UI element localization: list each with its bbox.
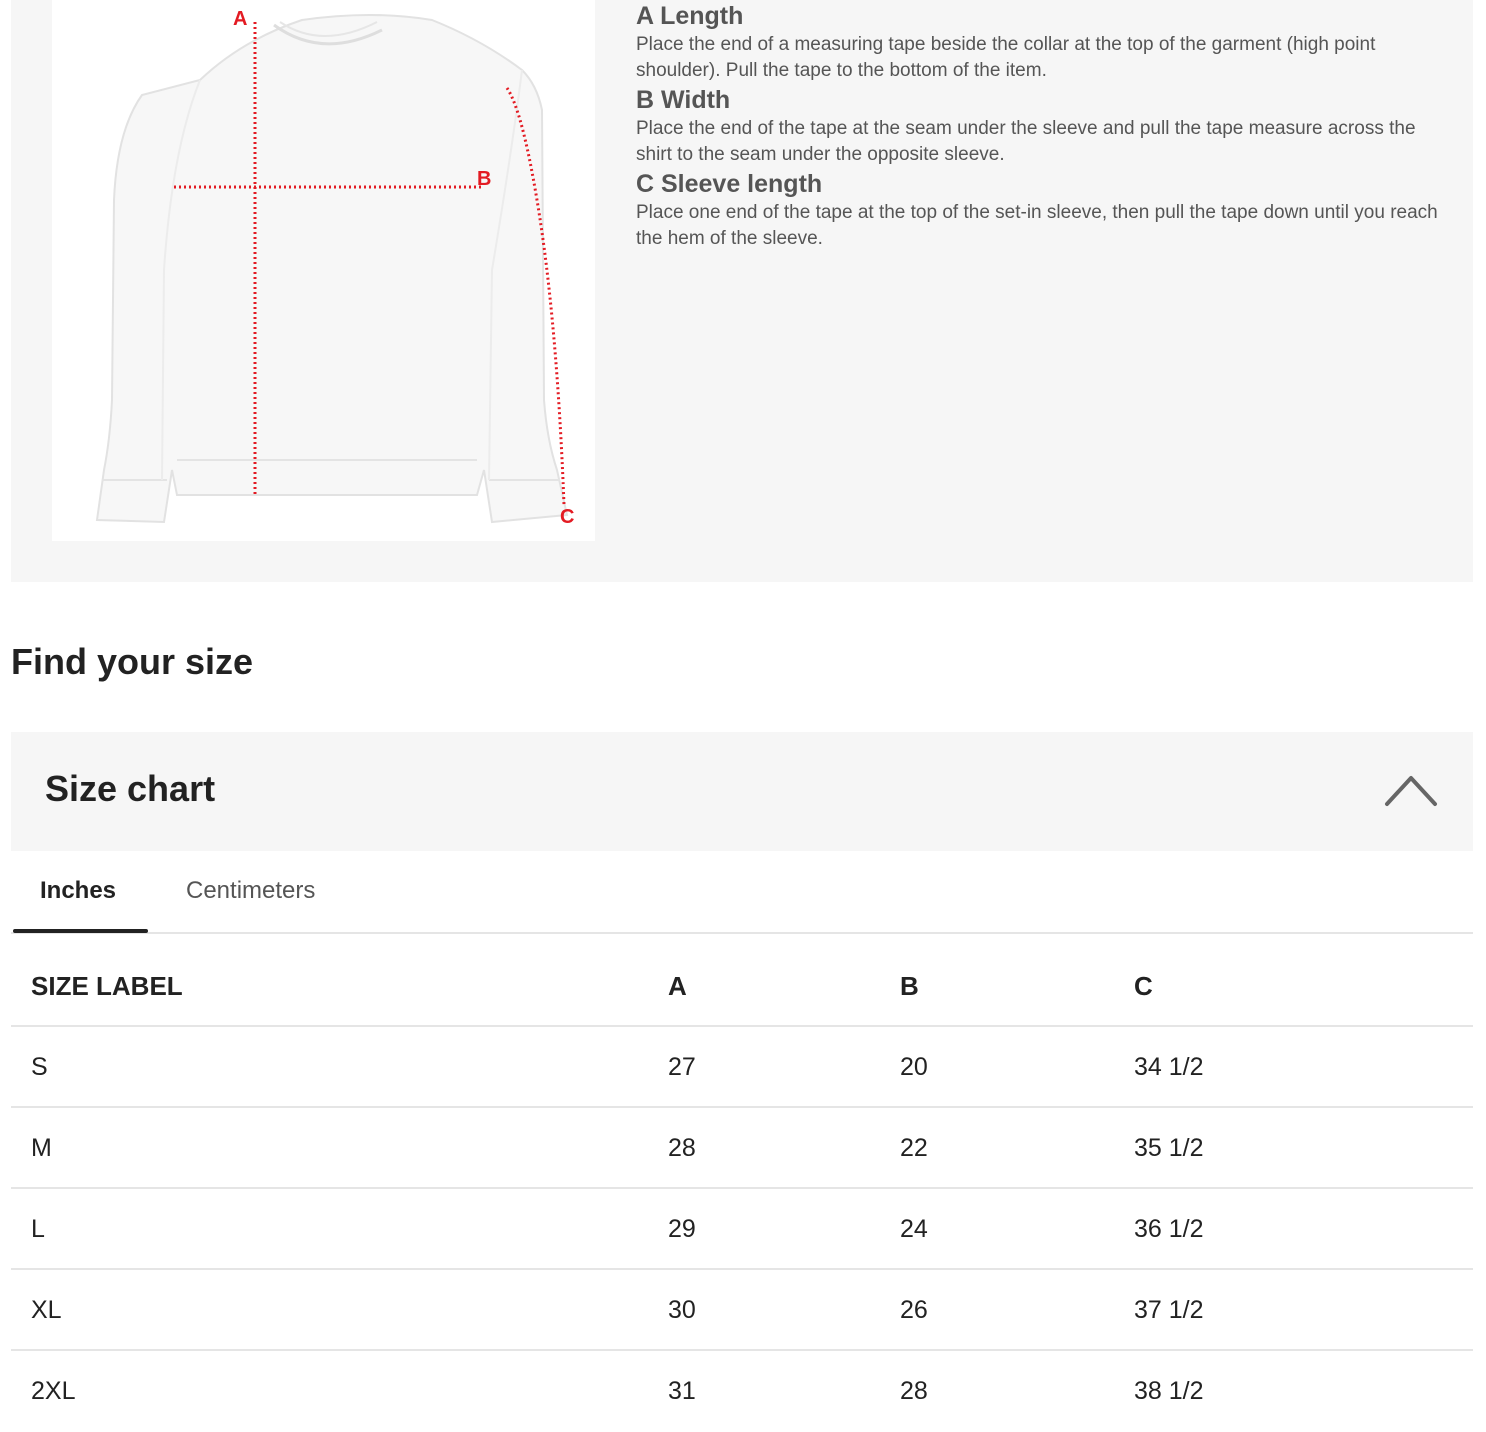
instruction-title-width: B Width [636,86,731,114]
tab-inches[interactable]: Inches [40,877,117,904]
instruction-text-length: Place the end of a measuring tape beside the collar at the top of the garment (high point shoulder). Pull the tape to the bottom of the item. [636,34,1376,81]
size-label-cell: L [31,1215,45,1243]
instruction-text-width: Place the end of the tape at the seam under the sleeve and pull the tape measure across the shirt to the seam under the opposite sleeve. [636,118,1416,165]
size-chart-accordion-header[interactable] [11,732,1473,851]
b-value-cell: 20 [900,1053,928,1081]
find-your-size-heading: Find your size [11,641,254,682]
a-value-cell: 27 [668,1053,696,1081]
label-a: A [233,8,248,30]
c-value-cell: 34 1/2 [1134,1053,1204,1081]
column-header-b: B [900,971,919,1001]
column-header-a: A [668,971,687,1001]
column-header-size-label: SIZE LABEL [31,971,183,1001]
c-value-cell: 37 1/2 [1134,1296,1204,1324]
table-row [11,1351,1473,1432]
b-value-cell: 28 [900,1377,928,1405]
b-value-cell: 24 [900,1215,928,1243]
unit-tabs [11,851,1473,934]
label-b: B [477,168,492,190]
a-value-cell: 28 [668,1134,696,1162]
instruction-title-sleeve: C Sleeve length [636,170,823,198]
table-row [11,1108,1473,1189]
measurement-instructions [636,0,1456,252]
instruction-title-length: A Length [636,2,744,30]
measurement-guide-panel [11,0,1473,582]
b-value-cell: 26 [900,1296,928,1324]
sweatshirt-diagram [52,0,595,541]
size-chart-title: Size chart [45,768,216,809]
a-value-cell: 31 [668,1377,696,1405]
table-header-row [11,946,1473,1027]
table-row [11,1270,1473,1351]
a-value-cell: 29 [668,1215,696,1243]
tab-centimeters[interactable]: Centimeters [186,877,316,904]
label-c: C [560,506,575,528]
c-value-cell: 38 1/2 [1134,1377,1204,1405]
size-label-cell: S [31,1053,48,1081]
b-value-cell: 22 [900,1134,928,1162]
chevron-up-icon[interactable] [1381,770,1441,810]
column-header-c: C [1134,971,1153,1001]
a-value-cell: 30 [668,1296,696,1324]
instruction-text-sleeve: Place one end of the tape at the top of the set-in sleeve, then pull the tape down until you reach the hem of the sleeve. [636,202,1438,249]
size-label-cell: XL [31,1296,62,1324]
c-value-cell: 35 1/2 [1134,1134,1204,1162]
sweatshirt-measurement-image [52,0,595,541]
active-tab-indicator [13,929,148,933]
table-row [11,1189,1473,1270]
table-row [11,1027,1473,1108]
c-value-cell: 36 1/2 [1134,1215,1204,1243]
size-label-cell: M [31,1134,52,1162]
size-table [11,946,1473,1432]
size-label-cell: 2XL [31,1377,76,1405]
